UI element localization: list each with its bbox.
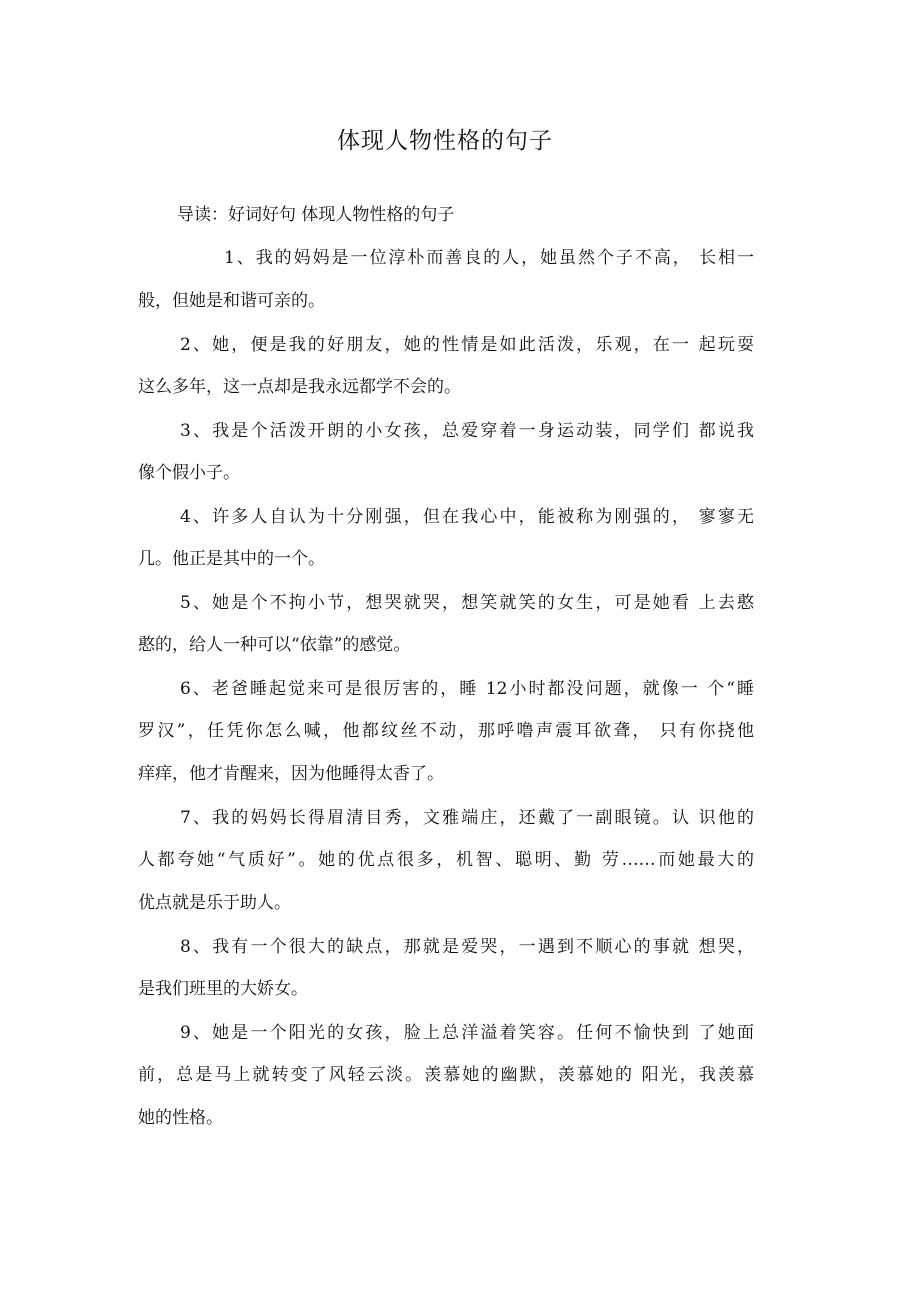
paragraph-9-line-1: 9、她是一个阳光的女孩，脸上总洋溢着笑容。任何不愉快到 了她面	[180, 1023, 754, 1043]
paragraph-3-line-1: 3、我是个活泼开朗的小女孩，总爱穿着一身运动装，同学们 都说我	[180, 421, 754, 441]
paragraph-1-line-2: 般，但她是和谐可亲的。	[138, 291, 325, 311]
paragraph-6-line-3: 痒痒，他才肯醒来，因为他睡得太香了。	[138, 764, 444, 784]
paragraph-2-line-1: 2、她，便是我的好朋友，她的性情是如此活泼，乐观，在一 起玩耍	[180, 335, 754, 355]
paragraph-7-line-1: 7、我的妈妈长得眉清目秀，文雅端庄，还戴了一副眼镜。认 识他的	[180, 808, 754, 828]
paragraph-6-line-2: 罗汉”，任凭你怎么喊，他都纹丝不动，那呼噜声震耳欲聋， 只有你挠他	[138, 721, 754, 741]
paragraph-7-line-3: 优点就是乐于助人。	[138, 893, 291, 913]
paragraph-8-line-1: 8、我有一个很大的缺点，那就是爱哭，一遇到不顺心的事就 想哭，	[180, 937, 754, 957]
page-title: 体现人物性格的句子	[337, 128, 553, 154]
intro-line: 导读：好词好句 体现人物性格的句子	[177, 205, 455, 225]
paragraph-1-line-1: 1、我的妈妈是一位淳朴而善良的人，她虽然个子不高， 长相一	[224, 248, 754, 268]
paragraph-7-line-2: 人都夸她“气质好”。她的优点很多，机智、聪明、勤 劳……而她最大的	[138, 850, 754, 870]
paragraph-6-line-1: 6、老爸睡起觉来可是很厉害的，睡 12小时都没问题，就像一 个“睡	[180, 679, 754, 699]
paragraph-5-line-2: 憨的，给人一种可以“依靠”的感觉。	[138, 635, 411, 655]
paragraph-4-line-1: 4、许多人自认为十分刚强，但在我心中，能被称为刚强的， 寥寥无	[180, 507, 754, 527]
paragraph-9-line-2: 前，总是马上就转变了风轻云淡。羡慕她的幽默，羡慕她的 阳光，我羡慕	[138, 1065, 754, 1085]
paragraph-3-line-2: 像个假小子。	[138, 463, 240, 483]
paragraph-9-line-3: 她的性格。	[138, 1108, 223, 1128]
paragraph-8-line-2: 是我们班里的大娇女。	[138, 979, 308, 999]
paragraph-5-line-1: 5、她是个不拘小节，想哭就哭，想笑就笑的女生，可是她看 上去憨	[180, 593, 754, 613]
paragraph-2-line-2: 这么多年，这一点却是我永远都学不会的。	[138, 377, 461, 397]
paragraph-4-line-2: 几。他正是其中的一个。	[138, 549, 325, 569]
